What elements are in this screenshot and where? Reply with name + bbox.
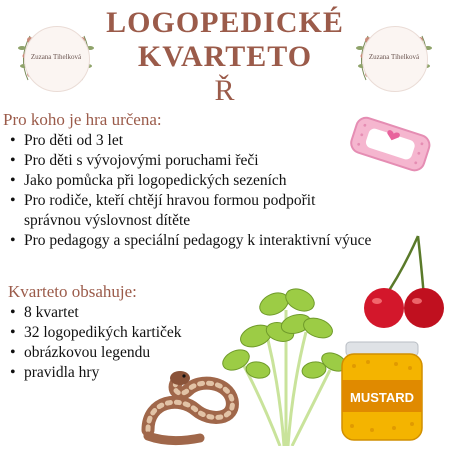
- list-item: • Jako pomůcka při logopedických sezeních: [4, 171, 374, 191]
- author-badge-right: [346, 10, 442, 106]
- audience-list: [4, 131, 374, 251]
- list-item: • Pro děti od 3 let: [4, 131, 374, 151]
- title-letter: Ř: [214, 74, 236, 107]
- title-line-2: KVARTETO: [137, 40, 313, 73]
- badge-author-name: Zuzana Tihelková: [30, 53, 82, 61]
- hair-clip-icon: [344, 114, 436, 176]
- list-item: • 8 kvartet: [4, 303, 224, 323]
- title-line-1: LOGOPEDICKÉ: [106, 6, 344, 39]
- author-badge-left: [8, 10, 104, 106]
- sprouts-icon: [222, 270, 348, 446]
- contents-heading: Kvarteto obsahuje:: [8, 282, 137, 301]
- list-item: • pravidla hry: [4, 363, 224, 383]
- list-item: • obrázkovou legendu: [4, 343, 224, 363]
- badge-author-name: Zuzana Tihelková: [368, 53, 420, 61]
- snake-icon: [140, 360, 240, 446]
- list-item: • Pro rodiče, kteří chtějí hravou formou podpořit správnou výslovnost dítěte: [4, 191, 374, 231]
- mustard-label: MUSTARD: [349, 390, 415, 405]
- list-item: • 32 logopedikých kartiček: [4, 323, 224, 343]
- cherries-icon: [358, 232, 450, 330]
- list-item: • Pro děti s vývojovými poruchami řeči: [4, 151, 374, 171]
- list-item: • Pro pedagogy a speciální pedagogy k interaktivní výuce: [4, 231, 374, 251]
- audience-heading: Pro koho je hra určena:: [3, 110, 162, 129]
